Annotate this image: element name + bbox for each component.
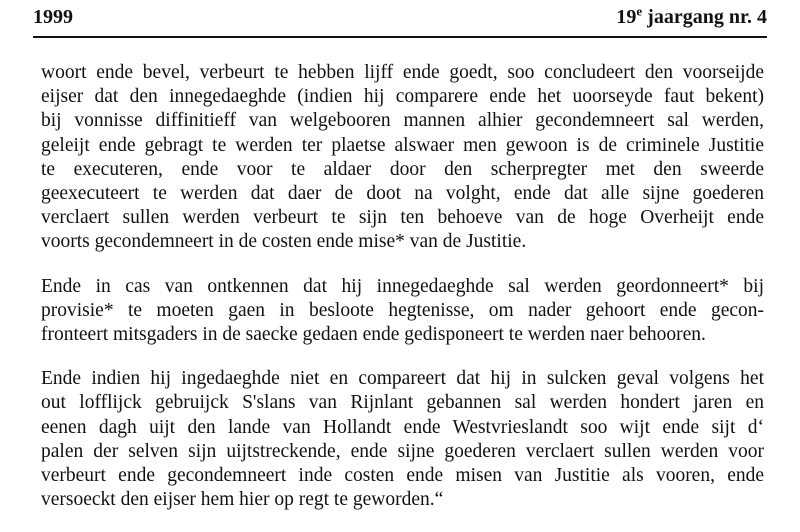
- text-line: eijser dat den innegedaeghde (indien hij comparere ende het uoorseyde faut bekent): [41, 86, 764, 108]
- paragraph-3: [41, 367, 764, 512]
- running-header: [33, 2, 767, 32]
- header-issue-number: 19: [616, 6, 637, 28]
- header-issue: [616, 3, 767, 29]
- text-line: palen der selven sijn uijtstreckende, ende sijne goederen verclaert sullen werden voor: [41, 440, 764, 462]
- paragraph-2: [41, 275, 764, 348]
- text-line: verclaert sullen werden verbeurt te sijn ten behoeve van de hoge Overheijt ende: [41, 207, 764, 229]
- text-line: fronteert mitsgaders in de saecke gedaen ende gedisponeert te werden naer behooren.: [41, 324, 706, 346]
- text-line: out lofflijck gebruijck S'slans van Rijnlant gebannen sal werden hondert jaren en: [41, 392, 764, 414]
- text-line: versoeckt den eijser hem hier op regt te geworden.“: [41, 489, 444, 511]
- text-line: Ende in cas van ontkennen dat hij innegedaeghde sal werden geordonneert* bij: [41, 275, 764, 297]
- text-line: provisie* te moeten gaen in besloote hegtenisse, om nader gehoort ende gecon-: [41, 299, 764, 321]
- text-line: Ende indien hij ingedaeghde niet en compareert dat hij in sulcken geval volgens het: [41, 368, 764, 390]
- text-line: eenen dagh uijt den lande van Hollandt ende Westvrieslandt soo wijt ende sijt d‘: [41, 416, 764, 438]
- body-text: [41, 61, 764, 532]
- header-year: 1999: [33, 6, 73, 28]
- text-line: geexecuteert te werden dat daer de doot na volght, ende dat alle sijne goederen: [41, 183, 764, 205]
- text-line: woort ende bevel, verbeurt te hebben lijff ende goedt, soo concludeert den voorseijde: [41, 62, 764, 83]
- header-rule: [33, 36, 767, 38]
- text-line: te executeren, ende voor te aldaer door den scherpregter met den sweerde: [41, 158, 764, 180]
- text-line: verbeurt ende gecondemneert inde costen ende misen van Justitie als vooren, ende: [41, 465, 764, 487]
- text-line: bij vonnisse diffinitieff van welgebooren mannen alhier gecondemneert sal werden,: [41, 110, 764, 132]
- text-line: voorts gecondemneert in de costen ende mise* van de Justitie.: [41, 231, 527, 253]
- text-line: geleijt ende gebragt te werden ter plaetse alswaer men gewoon is de criminele Justitie: [41, 134, 764, 156]
- header-issue-label: jaargang nr. 4: [642, 6, 767, 28]
- paragraph-1: [41, 61, 764, 255]
- header-issue-superscript: e: [636, 3, 643, 19]
